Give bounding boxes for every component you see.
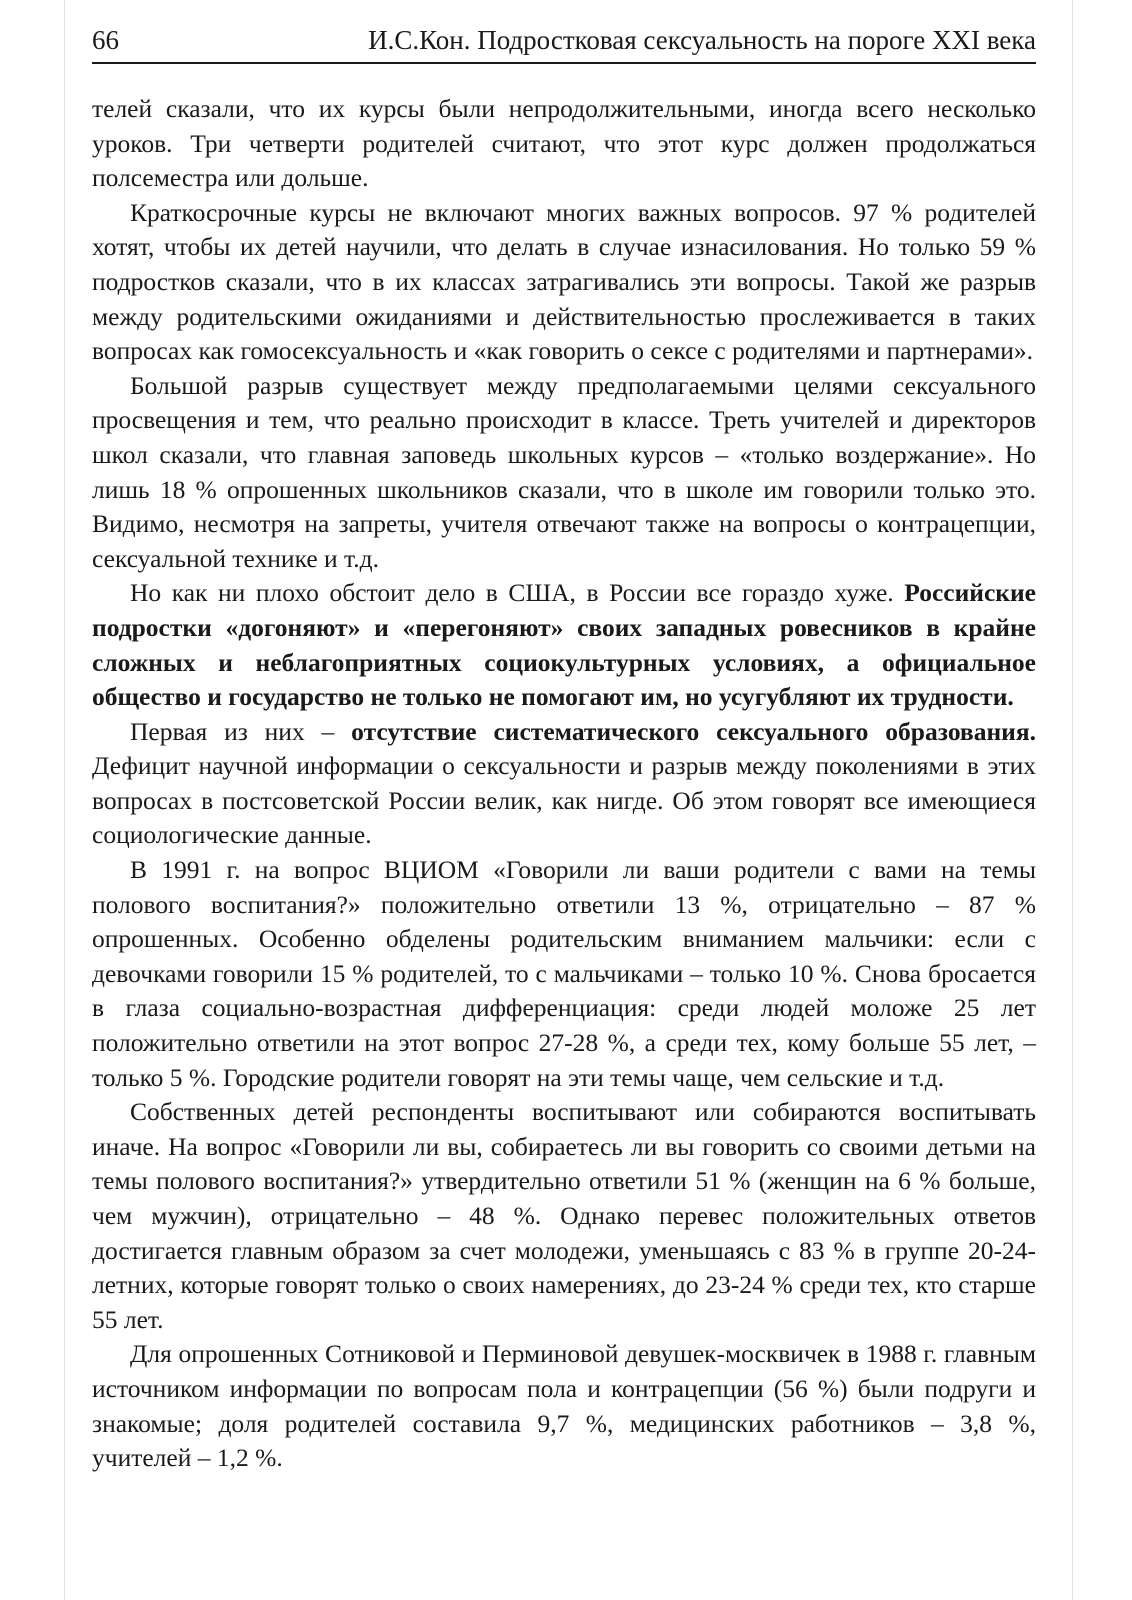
body-text	[92, 92, 1036, 1476]
paragraph	[92, 369, 1036, 577]
running-header	[92, 20, 1036, 60]
paragraph	[92, 715, 1036, 853]
paragraph-text: Но как ни плохо обстоит дело в США, в России все гораздо хуже.	[130, 578, 905, 608]
paragraph	[92, 196, 1036, 369]
paragraph-text: Собственных детей респонденты воспитывают или собираются воспитывать иначе. На вопрос «Говорили ли вы, собираетесь ли вы говорить со своими детьми на темы полового воспитания?» утвердительно ответили 51 % (женщин на 6 % больше, чем мужчин), отрицательно – 48 %. Однако перевес положительных ответов достигается главным образом за счет молодежи, уменьшаясь с 83 % в группе 20-24-летних, которые говорят только о своих намерениях, до 23-24 % среди тех, кто старше 55 лет.	[92, 1097, 1036, 1334]
paragraph	[92, 853, 1036, 1095]
paragraph-text: телей сказали, что их курсы были непродолжительными, иногда всего несколько уроков. Три четверти родителей считают, что этот курс должен продолжаться полсеместра или дольше.	[92, 94, 1036, 193]
paragraph-text: В 1991 г. на вопрос ВЦИОМ «Говорили ли ваши родители с вами на темы полового воспитания?» положительно ответили 13 %, отрицательно – 87 % опрошенных. Особенно обделены родительским вниманием мальчики: если с девочками говорили 15 % родителей, то с мальчиками – только 10 %. Снова бросается в глаза социально-возрастная дифференциация: среди людей моложе 25 лет положительно ответили на этот вопрос 27-28 %, а среди тех, кому больше 55 лет, – только 5 %. Городские родители говорят на эти темы чаще, чем сельские и т.д.	[92, 855, 1036, 1092]
running-title: И.С.Кон. Подростковая сексуальность на пороге XXI века	[368, 25, 1036, 55]
paragraph-text: Для опрошенных Сотниковой и Перминовой девушек-москвичек в 1988 г. главным источником информации по вопросам пола и контрацепции (56 %) были подруги и знакомые; доля родителей составила 9,7 %, медицинских работников – 3,8 %, учителей – 1,2 %.	[92, 1339, 1036, 1473]
paragraph	[92, 1337, 1036, 1475]
bold-statement: отсутствие систематического сексуального образования.	[351, 716, 1037, 746]
header-rule	[92, 62, 1036, 64]
paragraph	[92, 92, 1036, 196]
paragraph-text: Дефицит научной информации о сексуальности и разрыв между поколениями в этих вопросах в постсоветской России велик, как нигде. Об этом говорят все имеющиеся социологические данные.	[92, 751, 1036, 850]
paragraph-text: Большой разрыв существует между предполагаемыми целями сексуального просвещения и тем, что реально происходит в классе. Треть учителей и директоров школ сказали, что главная заповедь школьных курсов – «только воздержание». Но лишь 18 % опрошенных школьников сказали, что в школе им говорили только это. Видимо, несмотря на запреты, учителя отвечают также на вопросы о контрацепции, сексуальной технике и т.д.	[92, 370, 1036, 573]
paragraph-text: Первая из них –	[130, 716, 352, 746]
page-right-edge	[1072, 0, 1073, 1600]
paragraph	[92, 576, 1036, 714]
page-number: 66	[92, 25, 119, 55]
page-left-edge	[64, 0, 65, 1600]
bold-statement: Российские подростки «догоняют» и «перегоняют» своих западных ровесников в крайне сложных и неблагоприятных социокультурных условиях, а официальное общество и государство не только не помогают им, но усугубляют их трудности.	[92, 578, 1036, 712]
paragraph-text: Краткосрочные курсы не включают многих важных вопросов. 97 % родителей хотят, чтобы их детей научили, что делать в случае изнасилования. Но только 59 % подростков сказали, что в их классах затрагивались эти вопросы. Такой же разрыв между родительскими ожиданиями и действительностью прослеживается в таких вопросах как гомосексуальность и «как говорить о сексе с родителями и партнерами».	[92, 197, 1036, 366]
paragraph	[92, 1095, 1036, 1337]
